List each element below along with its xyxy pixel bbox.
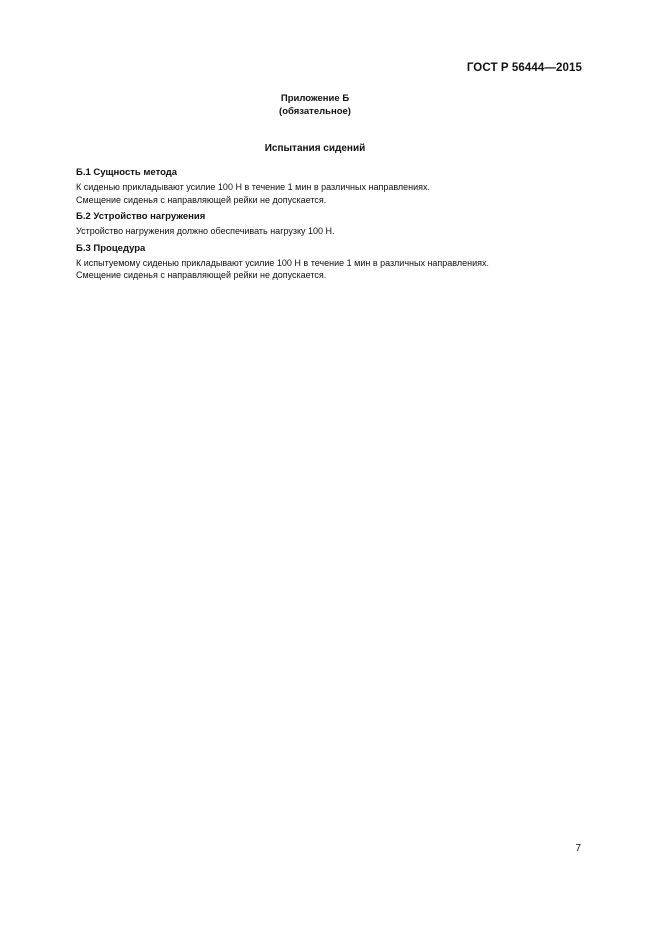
- annex-label: Приложение Б: [280, 93, 350, 104]
- paragraph: Смещение сиденья с направляющей рейки не допускается.: [76, 194, 327, 205]
- section-heading: Б.1 Сущность метода: [76, 167, 178, 178]
- section-heading: Б.2 Устройство нагружения: [76, 211, 206, 222]
- section-b2: [76, 210, 576, 238]
- section-b3: [76, 242, 576, 282]
- annex-heading: [0, 92, 630, 118]
- annex-status: (обязательное): [279, 106, 351, 117]
- paragraph: Смещение сиденья с направляющей рейки не допускается.: [76, 270, 327, 280]
- paragraph: К сиденью прикладывают усилие 100 Н в течение 1 мин в различных направлениях.: [76, 182, 431, 192]
- annex-title: Испытания сидений: [264, 143, 366, 154]
- section-heading: Б.3 Процедура: [76, 242, 146, 254]
- document-code: ГОСТ Р 56444—2015: [466, 62, 582, 74]
- page-number: 7: [575, 843, 581, 854]
- paragraph: К испытуемому сиденью прикладывают усилие 100 Н в течение 1 мин в различных направлениях.: [76, 257, 490, 268]
- section-b1: [76, 166, 576, 206]
- paragraph: Устройство нагружения должно обеспечивать нагрузку 100 Н.: [76, 226, 335, 236]
- annex-content: [76, 166, 576, 286]
